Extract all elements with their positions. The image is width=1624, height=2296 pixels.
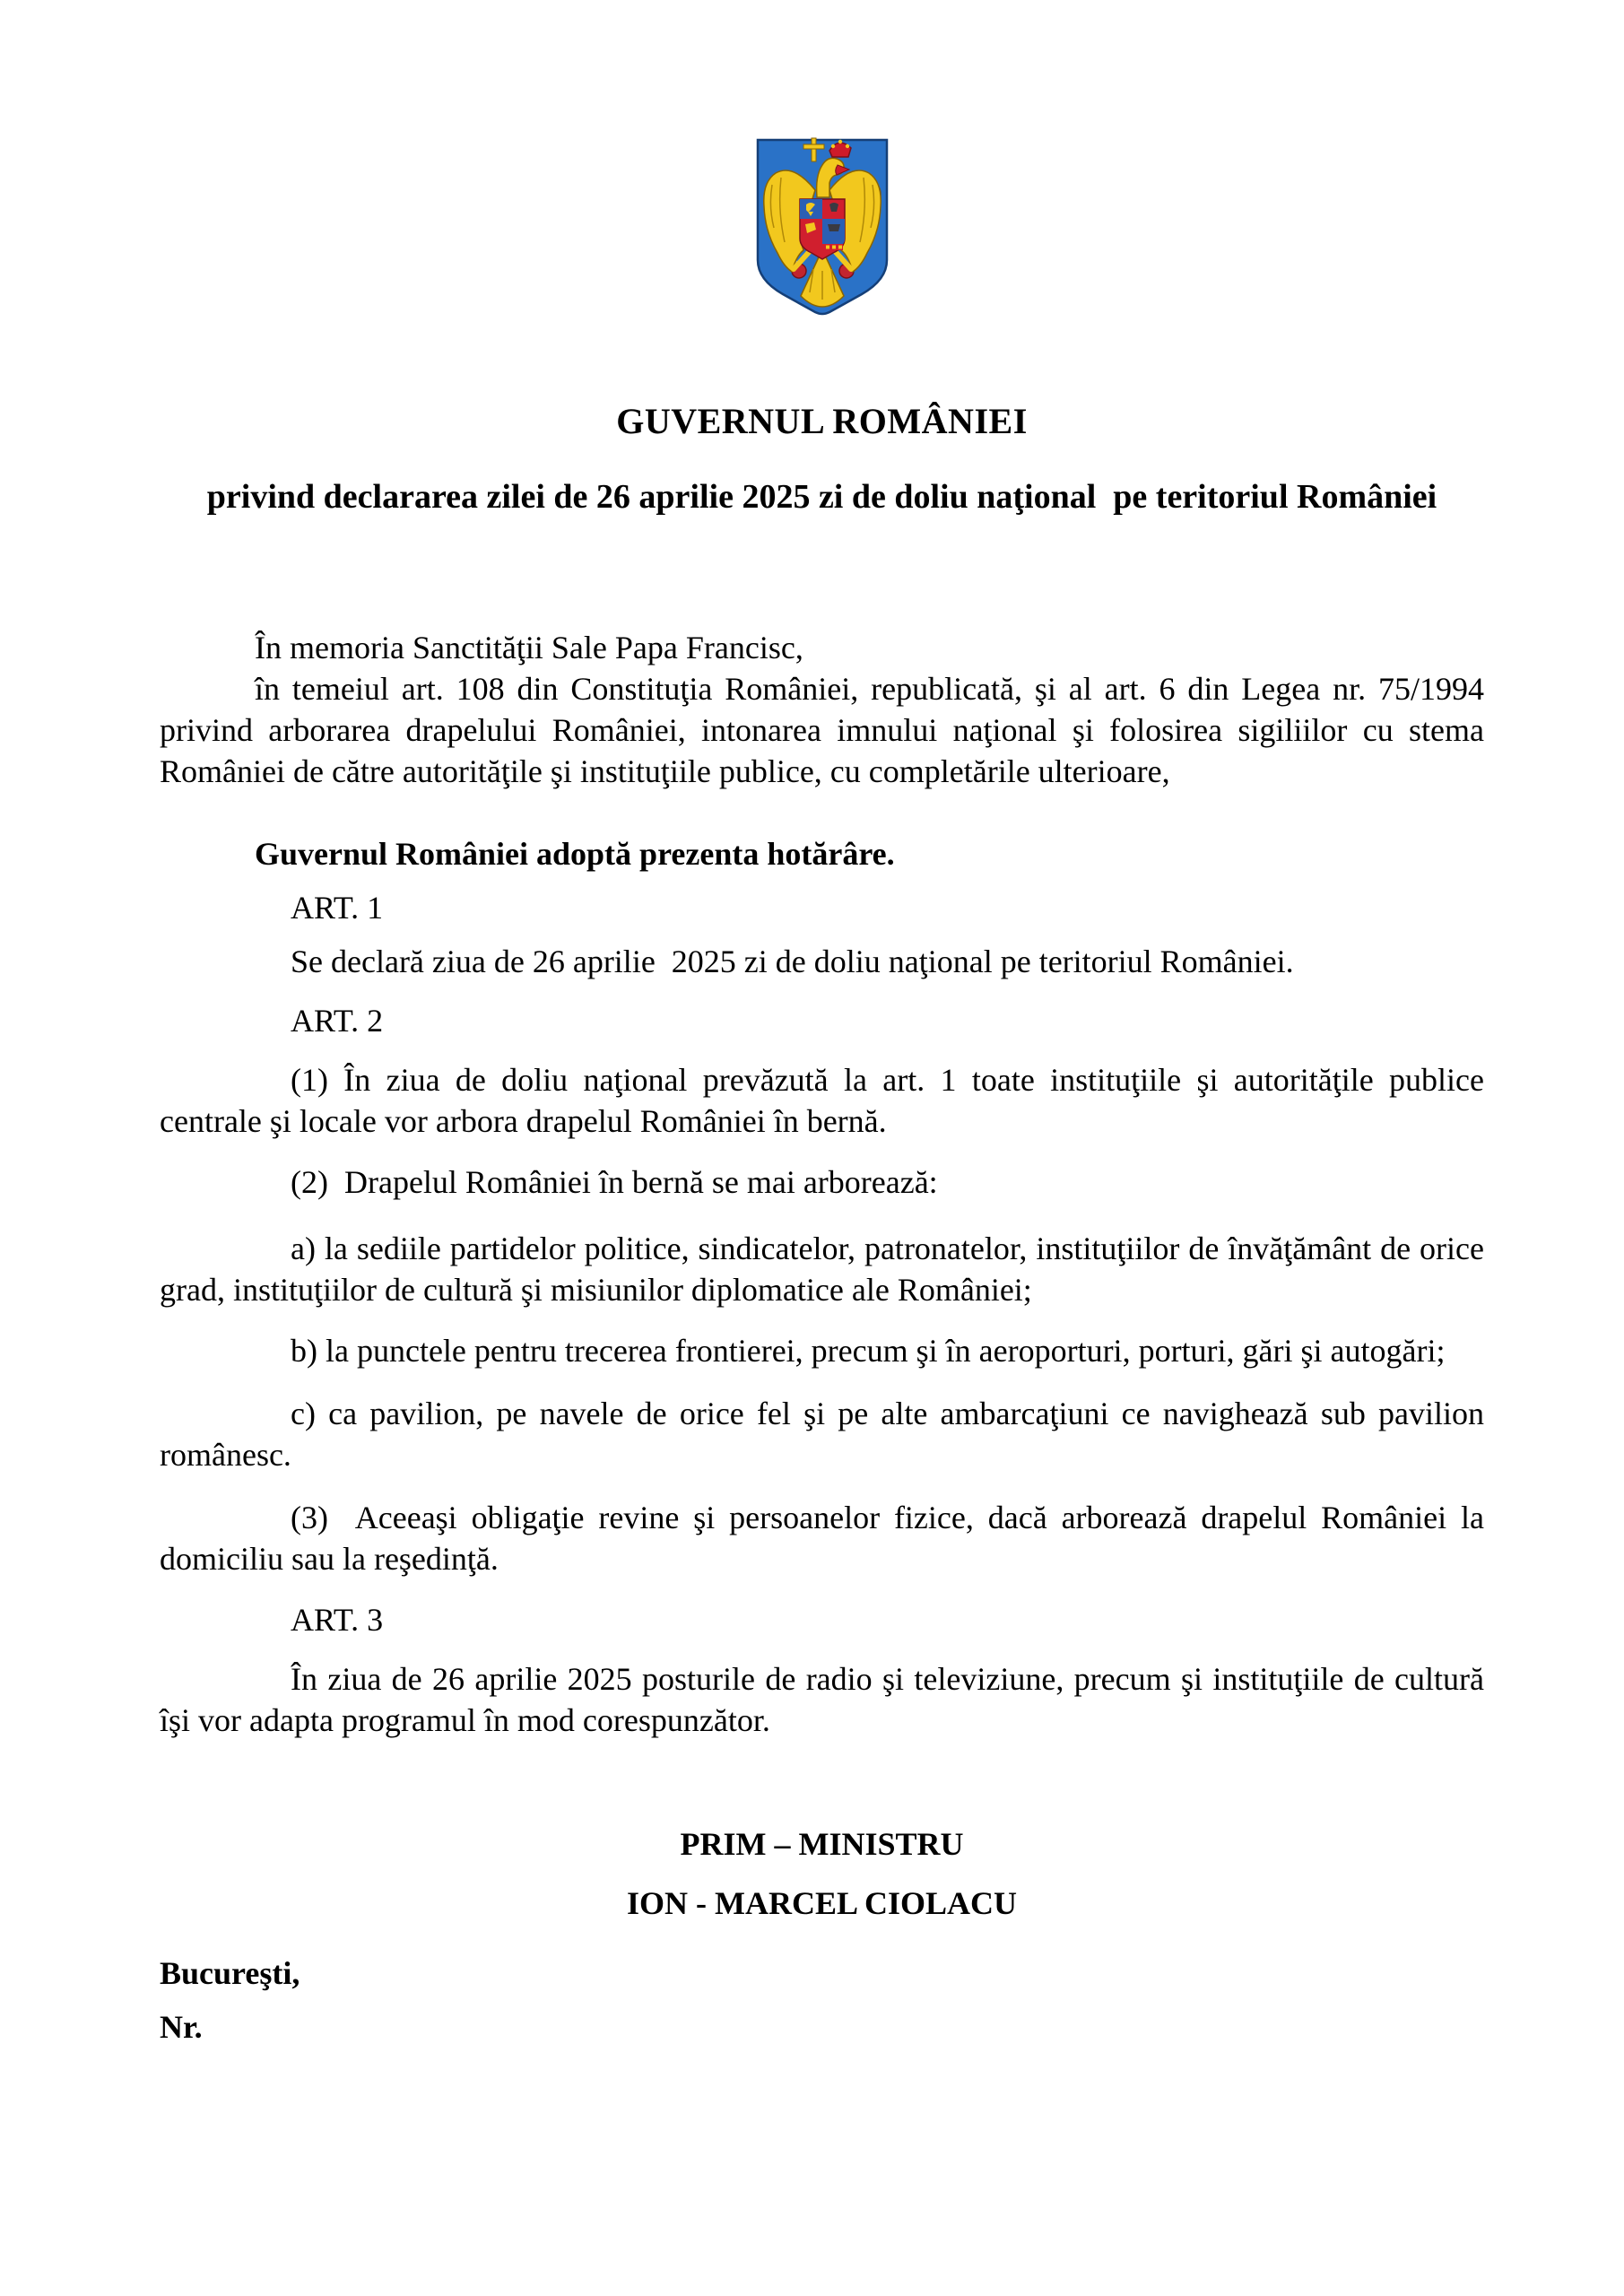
preamble-memorial-line: În memoria Sanctităţii Sale Papa Francisc, — [255, 630, 803, 665]
footer-city: Bucureşti, — [160, 1955, 300, 1991]
article-2-paragraph-5: c) ca pavilion, pe navele de orice fel şi pe alte ambarcaţiuni ce navighează sub pavilion românesc. — [160, 1396, 1484, 1473]
signature-name: ION - MARCEL CIOLACU — [626, 1885, 1018, 1921]
article-1-heading: ART. 1 — [291, 890, 384, 926]
article-3-heading: ART. 3 — [291, 1602, 384, 1638]
signature-role: PRIM – MINISTRU — [680, 1826, 964, 1862]
footer-number-label: Nr. — [160, 2009, 203, 2045]
article-3-paragraph-1: În ziua de 26 aprilie 2025 posturile de radio şi televiziune, precum şi instituţiile de cultură îşi vor adapta programul în mod corespunzător. — [160, 1661, 1484, 1738]
article-2-paragraph-1: (1) În ziua de doliu naţional prevăzută la art. 1 toate instituţiile şi autorităţile publice centrale şi locale vor arbora drapelul României în bernă. — [160, 1062, 1484, 1139]
preamble-decision-line: Guvernul României adoptă prezenta hotărâre. — [255, 836, 895, 872]
romania-coat-of-arms-icon — [751, 135, 894, 317]
document-subtitle: privind declararea zilei de 26 aprilie 2025 zi de doliu naţional pe teritoriul României — [206, 478, 1437, 516]
page-title: GUVERNUL ROMÂNIEI — [616, 401, 1028, 441]
article-2-paragraph-6: (3) Aceeaşi obligaţie revine şi persoanelor fizice, dacă arborează drapelul României la domiciliu sau la reşedinţă. — [160, 1500, 1492, 1577]
article-2-paragraph-2: (2) Drapelul României în bernă se mai arborează: — [291, 1164, 938, 1200]
article-2-paragraph-4: b) la punctele pentru trecerea frontierei, precum şi în aeroporturi, porturi, gări şi autogări; — [291, 1333, 1446, 1369]
article-2-heading: ART. 2 — [291, 1003, 384, 1039]
document-body — [160, 627, 1492, 2048]
article-1-paragraph-1: Se declară ziua de 26 aprilie 2025 zi de doliu naţional pe teritoriul României. — [291, 944, 1294, 979]
article-2-paragraph-3: a) la sediile partidelor politice, sindicatelor, patronatelor, instituţiilor de învăţământ de orice grad, instituţiilor de cultură şi misiunilor diplomatice ale României; — [160, 1231, 1484, 1308]
preamble-legal-basis: în temeiul art. 108 din Constituţia României, republicată, şi al art. 6 din Legea nr. 75/1994 privind arborarea drapelului României, intonarea imnului naţional şi folosirea sigiliilor cu stema României de către autorităţile şi instituţiile publice, cu completările ulterioare, — [160, 671, 1484, 789]
coat-of-arms-container — [160, 0, 1484, 322]
